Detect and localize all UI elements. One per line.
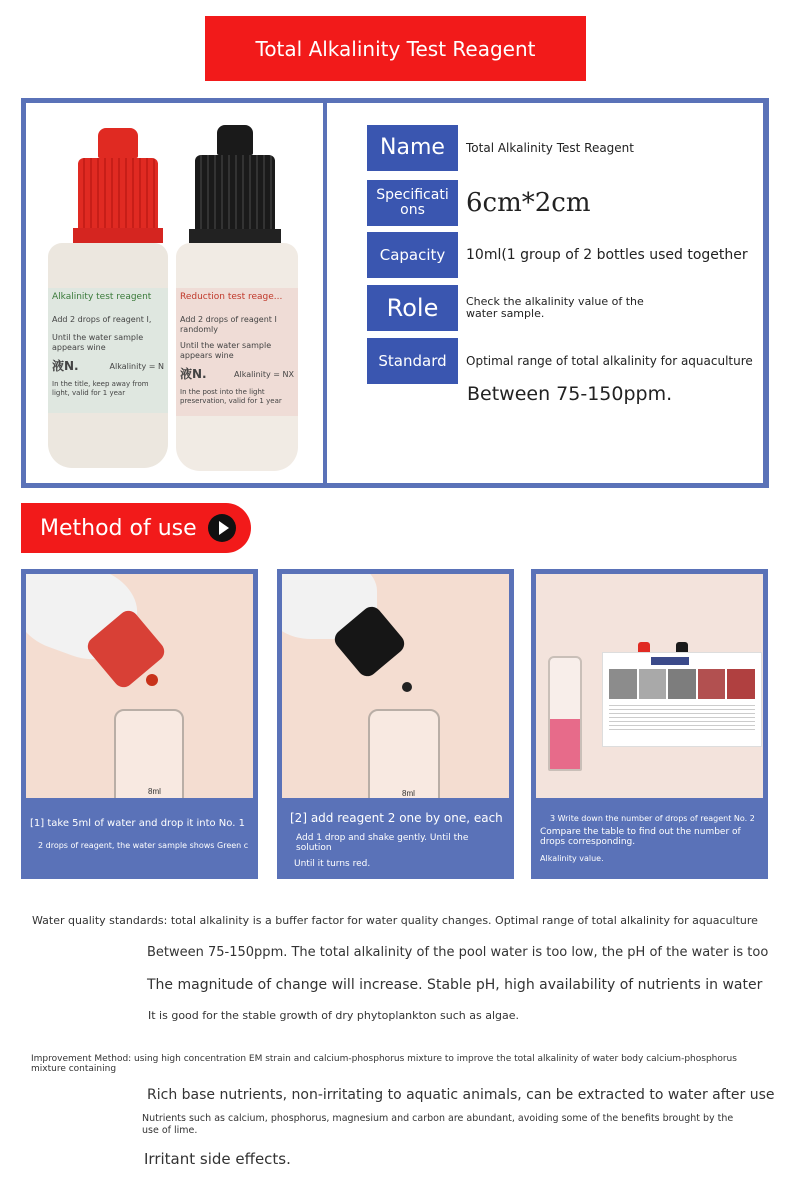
step-line: [1] take 5ml of water and drop it into No. 1 (30, 818, 245, 829)
label-formula: Alkalinity = N (109, 361, 164, 371)
drop-shape (402, 682, 412, 692)
comparison-card (602, 652, 762, 747)
step-text-2 (282, 811, 509, 869)
card-header (651, 657, 689, 665)
paragraph: Irritant side effects. (144, 1150, 291, 1168)
paragraph: Improvement Method: using high concentration EM strain and calcium-phosphorus mixture to improve the total alkalinity of water body calcium-phosphorus mixture containing (31, 1054, 737, 1075)
step-line: 3 Write down the number of drops of reagent No. 2 (550, 814, 755, 823)
spec-value: Total Alkalinity Test Reagent (466, 141, 634, 155)
label-line: Add 2 drops of reagent I, (52, 315, 152, 325)
reduction-bottle (176, 243, 298, 471)
vial-mark: 8ml (148, 787, 161, 796)
method-of-use-heading (21, 503, 251, 553)
label-title: Reduction test reage... (180, 292, 283, 302)
label-line: Until the water sample appears wine (52, 333, 144, 353)
step-photo-1 (26, 574, 253, 798)
label-formula: Alkalinity = NX (234, 369, 294, 379)
step-card-2 (277, 569, 514, 879)
step-text-1 (26, 818, 253, 850)
spec-key: Capacity (367, 232, 458, 278)
paragraph: Nutrients such as calcium, phosphorus, magnesium and carbon are abundant, avoiding some of the benefits brought by the use of lime. (142, 1113, 734, 1136)
step-line: Alkalinity value. (540, 853, 604, 863)
card-photos (609, 669, 755, 699)
label-note: In the title, keep away from light, valid for 1 year (52, 380, 149, 397)
label-title: Alkalinity test reagent (52, 292, 152, 302)
product-photo (26, 103, 323, 483)
method-label: Method of use (40, 515, 197, 541)
label-line: Add 2 drops of reagent I randomly (180, 315, 277, 335)
spec-key: Name (367, 125, 458, 171)
step-line: 2 drops of reagent, the water sample shows Green c (38, 841, 249, 850)
spec-row-specifications (367, 180, 591, 226)
card-text-lines (609, 703, 755, 733)
spec-value: Optimal range of total alkalinity for aquaculture (466, 354, 753, 368)
alkalinity-bottle (48, 243, 168, 468)
spec-panel (21, 98, 769, 488)
label-no: 液N. (52, 359, 79, 374)
paragraph: It is good for the stable growth of dry phytoplankton such as algae. (148, 1009, 520, 1022)
step-text-3 (536, 814, 763, 863)
spec-key: Specifications (367, 180, 458, 226)
paragraph: Water quality standards: total alkalinity is a buffer factor for water quality changes. Optimal range of total alkalinity for aquaculture (32, 914, 758, 927)
step-line: Until it turns red. (294, 859, 371, 869)
step-photo-3 (536, 574, 763, 798)
step-line: Add 1 drop and shake gently. Until the solution (296, 833, 469, 853)
step-card-3 (531, 569, 768, 879)
step-photo-2 (282, 574, 509, 798)
label-note: In the post into the light preservation, valid for 1 year (180, 388, 282, 405)
paragraph: The magnitude of change will increase. Stable pH, high availability of nutrients in water (147, 977, 763, 993)
step-card-1 (21, 569, 258, 879)
spec-row-role (367, 285, 676, 331)
paragraph: Rich base nutrients, non-irritating to aquatic animals, can be extracted to water after use (147, 1087, 775, 1103)
spec-value: 6cm*2cm (466, 188, 591, 218)
alkalinity-label (48, 288, 168, 413)
label-line: Until the water sample appears wine (180, 341, 272, 361)
spec-between: Between 75-150ppm. (467, 383, 673, 405)
title-banner (205, 16, 586, 81)
spec-value: Check the alkalinity value of the water sample. (466, 294, 644, 320)
spec-row-capacity (367, 232, 748, 278)
vial (548, 656, 582, 771)
play-icon (208, 514, 236, 542)
spec-row-standard (367, 338, 753, 384)
spec-table (327, 103, 763, 483)
vial (368, 709, 440, 798)
spec-key: Role (367, 285, 458, 331)
step-line: Compare the table to find out the number of drops corresponding. (540, 827, 741, 847)
step-line: [2] add reagent 2 one by one, each (290, 811, 503, 825)
vial-mark: 8ml (402, 789, 415, 798)
spec-value: 10ml(1 group of 2 bottles used together (466, 247, 748, 263)
spec-key: Standard (367, 338, 458, 384)
label-no: 液N. (180, 367, 207, 382)
drop-shape (146, 674, 158, 686)
page-title: Total Alkalinity Test Reagent (255, 36, 536, 61)
vial (114, 709, 184, 798)
reduction-label (176, 288, 298, 416)
red-cap (73, 128, 163, 243)
spec-row-name (367, 125, 634, 171)
paragraph: Between 75-150ppm. The total alkalinity of the pool water is too low, the pH of the water is too (147, 945, 769, 960)
black-cap (189, 125, 281, 243)
